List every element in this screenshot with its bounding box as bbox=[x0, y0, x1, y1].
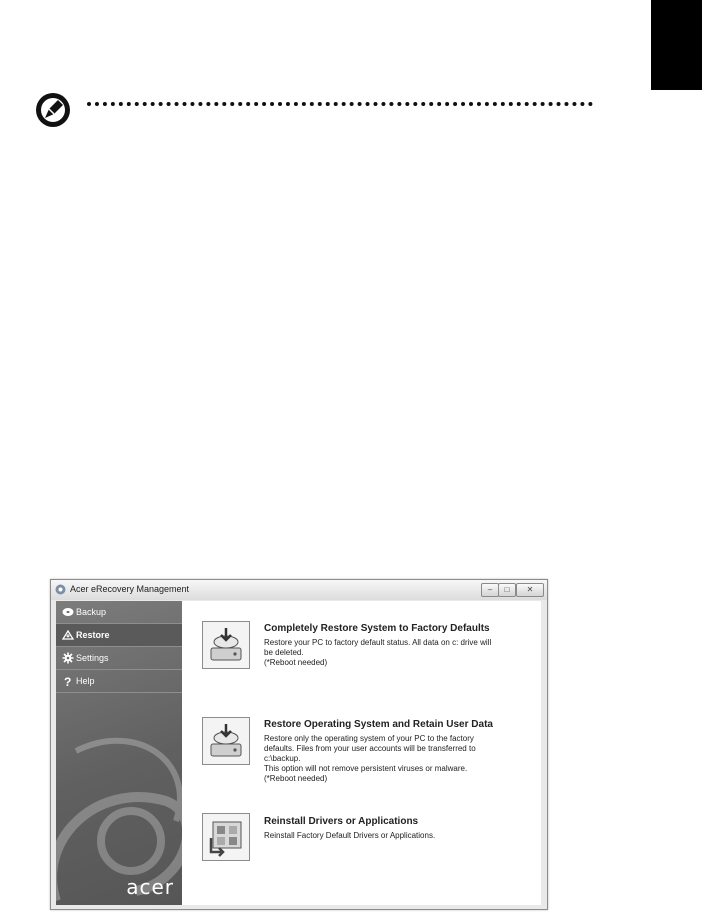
sidebar-item-label: Settings bbox=[76, 653, 109, 663]
gear-icon bbox=[62, 652, 74, 664]
sidebar-item-help[interactable] bbox=[56, 670, 182, 693]
option-description: Restore your PC to factory default status. All data on c: drive will be deleted. (*Reboot needed) bbox=[264, 638, 492, 667]
applications-install-icon[interactable] bbox=[202, 813, 250, 861]
minimize-button[interactable]: – bbox=[481, 583, 499, 597]
sidebar-item-label: Backup bbox=[76, 607, 107, 617]
hard-drive-restore-icon[interactable] bbox=[202, 717, 250, 765]
note-divider bbox=[87, 102, 593, 106]
app-icon bbox=[55, 584, 66, 595]
sidebar-item-settings[interactable] bbox=[56, 647, 182, 670]
svg-text:?: ? bbox=[64, 675, 72, 687]
note-icon bbox=[34, 91, 72, 129]
sidebar-item-backup[interactable] bbox=[56, 601, 182, 624]
language-tab bbox=[651, 0, 702, 90]
close-button[interactable]: ✕ bbox=[516, 583, 544, 597]
restore-options-panel bbox=[182, 601, 541, 905]
hard-drive-restore-icon[interactable] bbox=[202, 621, 250, 669]
option-description: Restore only the operating system of your PC to the factory defaults. Files from your user accounts will be transferred to c:\backup. This option will not remove persistent viruses or malware. (*Reboot needed) bbox=[264, 734, 476, 783]
sidebar-item-restore[interactable] bbox=[56, 624, 182, 647]
option-description: Reinstall Factory Default Drivers or Applications. bbox=[264, 831, 436, 840]
title-bar[interactable] bbox=[51, 580, 547, 600]
disc-icon bbox=[62, 606, 74, 618]
window-title: Acer eRecovery Management bbox=[70, 584, 190, 594]
acer-logo: acer bbox=[126, 875, 174, 899]
sidebar-item-label: Restore bbox=[76, 630, 110, 640]
option-title: Completely Restore System to Factory Defaults bbox=[264, 623, 490, 634]
sidebar-item-label: Help bbox=[76, 676, 95, 686]
option-title: Restore Operating System and Retain User Data bbox=[264, 719, 493, 730]
restore-icon bbox=[62, 629, 74, 641]
option-title: Reinstall Drivers or Applications bbox=[264, 816, 419, 827]
question-icon bbox=[62, 675, 74, 687]
sidebar bbox=[56, 601, 182, 905]
erecovery-window bbox=[50, 579, 548, 910]
maximize-button[interactable]: □ bbox=[498, 583, 516, 597]
